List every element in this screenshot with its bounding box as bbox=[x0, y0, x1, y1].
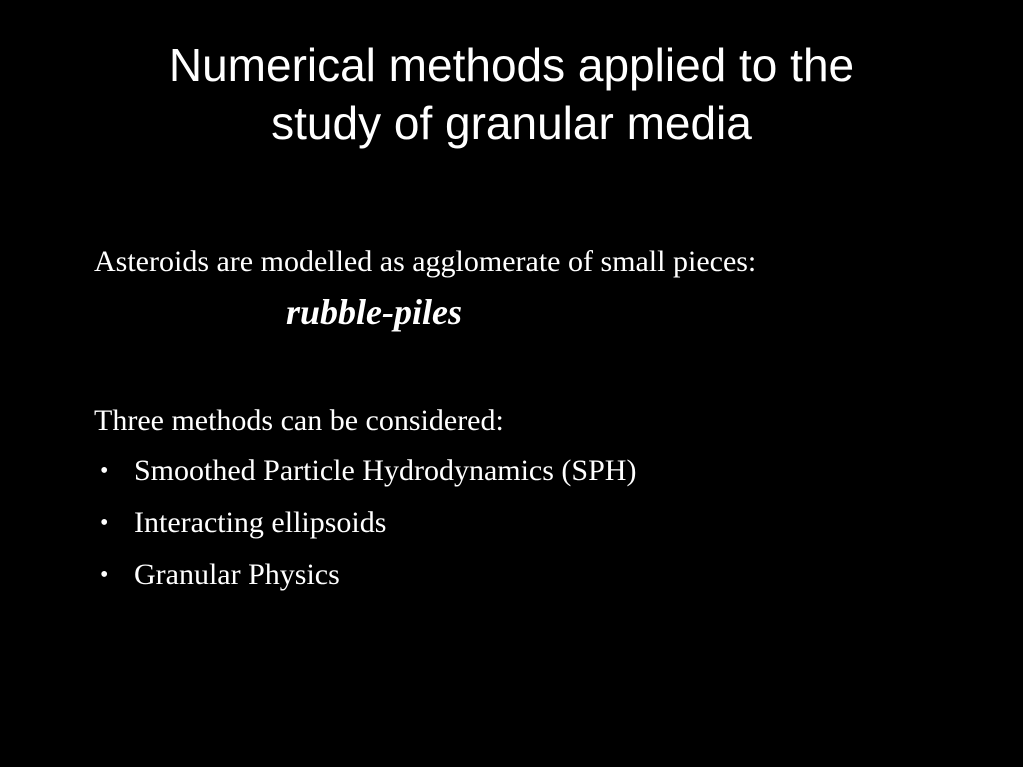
bullet-icon: • bbox=[100, 458, 109, 484]
key-term: rubble-piles bbox=[286, 292, 462, 332]
list-item bbox=[100, 557, 636, 609]
intro-text: Asteroids are modelled as agglomerate of small pieces: bbox=[94, 245, 757, 278]
list-item-label: Smoothed Particle Hydrodynamics (SPH) bbox=[134, 454, 637, 487]
list-item-label: Interacting ellipsoids bbox=[134, 506, 387, 539]
slide-title bbox=[40, 36, 983, 152]
methods-list bbox=[100, 453, 636, 609]
title-line-1: Numerical methods applied to the bbox=[168, 39, 855, 91]
list-item bbox=[100, 505, 636, 557]
list-item-label: Granular Physics bbox=[134, 558, 340, 591]
title-line-2: study of granular media bbox=[271, 97, 752, 149]
methods-heading: Three methods can be considered: bbox=[94, 404, 504, 437]
bullet-icon: • bbox=[100, 510, 109, 536]
list-item bbox=[100, 453, 636, 505]
bullet-icon: • bbox=[100, 562, 109, 588]
